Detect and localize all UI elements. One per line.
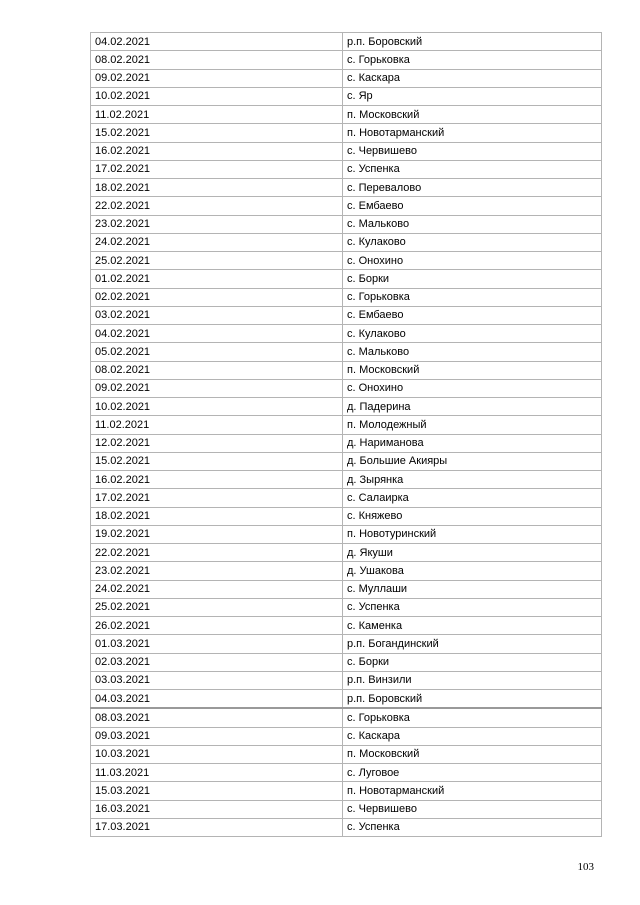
date-cell: 24.02.2021 — [91, 580, 343, 598]
table-row — [91, 160, 602, 178]
date-cell: 26.02.2021 — [91, 617, 343, 635]
place-cell: с. Луговое — [343, 764, 602, 782]
place-cell: с. Кулаково — [343, 325, 602, 343]
place-cell: с. Мальково — [343, 215, 602, 233]
place-cell: с. Яр — [343, 87, 602, 105]
place-cell: с. Каскара — [343, 69, 602, 87]
table-row — [91, 343, 602, 361]
place-cell: с. Онохино — [343, 379, 602, 397]
table-row — [91, 252, 602, 270]
place-cell: с. Успенка — [343, 160, 602, 178]
table-row — [91, 580, 602, 598]
place-cell: п. Новотарманский — [343, 782, 602, 800]
date-cell: 08.03.2021 — [91, 708, 343, 727]
table-row — [91, 745, 602, 763]
table-row — [91, 507, 602, 525]
date-cell: 22.02.2021 — [91, 197, 343, 215]
place-cell: п. Новотуринский — [343, 525, 602, 543]
table-row — [91, 197, 602, 215]
table-row — [91, 87, 602, 105]
place-cell: с. Горьковка — [343, 51, 602, 69]
table-row — [91, 179, 602, 197]
date-cell: 17.03.2021 — [91, 818, 343, 836]
place-cell: с. Онохино — [343, 252, 602, 270]
date-cell: 22.02.2021 — [91, 544, 343, 562]
date-cell: 18.02.2021 — [91, 179, 343, 197]
place-cell: с. Каскара — [343, 727, 602, 745]
date-cell: 15.02.2021 — [91, 124, 343, 142]
table-row — [91, 598, 602, 616]
date-cell: 04.03.2021 — [91, 690, 343, 709]
table-row — [91, 215, 602, 233]
table-row — [91, 525, 602, 543]
table-row — [91, 434, 602, 452]
table-row — [91, 708, 602, 727]
place-cell: с. Борки — [343, 270, 602, 288]
date-cell: 15.03.2021 — [91, 782, 343, 800]
date-cell: 02.02.2021 — [91, 288, 343, 306]
place-cell: с. Ембаево — [343, 306, 602, 324]
date-cell: 03.02.2021 — [91, 306, 343, 324]
place-cell: р.п. Богандинский — [343, 635, 602, 653]
place-cell: с. Перевалово — [343, 179, 602, 197]
table-row — [91, 361, 602, 379]
date-cell: 09.02.2021 — [91, 69, 343, 87]
place-cell: д. Якуши — [343, 544, 602, 562]
date-cell: 25.02.2021 — [91, 598, 343, 616]
date-cell: 01.03.2021 — [91, 635, 343, 653]
table-row — [91, 690, 602, 709]
place-cell: д. Ушакова — [343, 562, 602, 580]
date-cell: 19.02.2021 — [91, 525, 343, 543]
schedule-table-body — [91, 33, 602, 837]
date-cell: 11.02.2021 — [91, 416, 343, 434]
place-cell: р.п. Винзили — [343, 671, 602, 689]
table-row — [91, 544, 602, 562]
table-row — [91, 562, 602, 580]
place-cell: с. Муллаши — [343, 580, 602, 598]
page-number: 103 — [577, 861, 594, 873]
table-row — [91, 306, 602, 324]
table-row — [91, 452, 602, 470]
table-row — [91, 69, 602, 87]
table-row — [91, 325, 602, 343]
table-row — [91, 288, 602, 306]
table-row — [91, 471, 602, 489]
date-cell: 09.02.2021 — [91, 379, 343, 397]
place-cell: с. Княжево — [343, 507, 602, 525]
table-row — [91, 782, 602, 800]
place-cell: п. Московский — [343, 745, 602, 763]
table-row — [91, 51, 602, 69]
table-row — [91, 635, 602, 653]
place-cell: с. Червишево — [343, 800, 602, 818]
table-row — [91, 33, 602, 51]
table-row — [91, 489, 602, 507]
date-cell: 24.02.2021 — [91, 233, 343, 251]
date-cell: 23.02.2021 — [91, 215, 343, 233]
table-row — [91, 416, 602, 434]
table-row — [91, 818, 602, 836]
date-cell: 04.02.2021 — [91, 325, 343, 343]
place-cell: п. Молодежный — [343, 416, 602, 434]
place-cell: п. Московский — [343, 106, 602, 124]
place-cell: с. Мальково — [343, 343, 602, 361]
place-cell: с. Салаирка — [343, 489, 602, 507]
place-cell: с. Кулаково — [343, 233, 602, 251]
table-row — [91, 727, 602, 745]
table-row — [91, 671, 602, 689]
place-cell: п. Московский — [343, 361, 602, 379]
table-row — [91, 233, 602, 251]
place-cell: с. Червишево — [343, 142, 602, 160]
place-cell: с. Успенка — [343, 818, 602, 836]
table-row — [91, 379, 602, 397]
date-cell: 16.02.2021 — [91, 142, 343, 160]
date-cell: 09.03.2021 — [91, 727, 343, 745]
place-cell: с. Успенка — [343, 598, 602, 616]
date-cell: 11.02.2021 — [91, 106, 343, 124]
date-cell: 17.02.2021 — [91, 160, 343, 178]
place-cell: д. Нариманова — [343, 434, 602, 452]
date-cell: 25.02.2021 — [91, 252, 343, 270]
table-row — [91, 270, 602, 288]
place-cell: с. Ембаево — [343, 197, 602, 215]
date-cell: 11.03.2021 — [91, 764, 343, 782]
date-cell: 16.02.2021 — [91, 471, 343, 489]
date-cell: 05.02.2021 — [91, 343, 343, 361]
place-cell: с. Каменка — [343, 617, 602, 635]
date-cell: 23.02.2021 — [91, 562, 343, 580]
place-cell: д. Падерина — [343, 398, 602, 416]
place-cell: д. Зырянка — [343, 471, 602, 489]
date-cell: 15.02.2021 — [91, 452, 343, 470]
place-cell: п. Новотарманский — [343, 124, 602, 142]
date-cell: 17.02.2021 — [91, 489, 343, 507]
schedule-table — [90, 32, 602, 837]
date-cell: 02.03.2021 — [91, 653, 343, 671]
date-cell: 10.02.2021 — [91, 87, 343, 105]
table-row — [91, 653, 602, 671]
place-cell: с. Борки — [343, 653, 602, 671]
table-row — [91, 142, 602, 160]
table-row — [91, 398, 602, 416]
date-cell: 08.02.2021 — [91, 361, 343, 379]
table-row — [91, 764, 602, 782]
table-row — [91, 800, 602, 818]
date-cell: 16.03.2021 — [91, 800, 343, 818]
place-cell: с. Горьковка — [343, 708, 602, 727]
place-cell: р.п. Боровский — [343, 33, 602, 51]
date-cell: 03.03.2021 — [91, 671, 343, 689]
table-row — [91, 124, 602, 142]
date-cell: 04.02.2021 — [91, 33, 343, 51]
table-row — [91, 617, 602, 635]
place-cell: с. Горьковка — [343, 288, 602, 306]
date-cell: 12.02.2021 — [91, 434, 343, 452]
date-cell: 10.02.2021 — [91, 398, 343, 416]
date-cell: 18.02.2021 — [91, 507, 343, 525]
place-cell: р.п. Боровский — [343, 690, 602, 709]
place-cell: д. Большие Акияры — [343, 452, 602, 470]
date-cell: 10.03.2021 — [91, 745, 343, 763]
date-cell: 01.02.2021 — [91, 270, 343, 288]
date-cell: 08.02.2021 — [91, 51, 343, 69]
table-row — [91, 106, 602, 124]
